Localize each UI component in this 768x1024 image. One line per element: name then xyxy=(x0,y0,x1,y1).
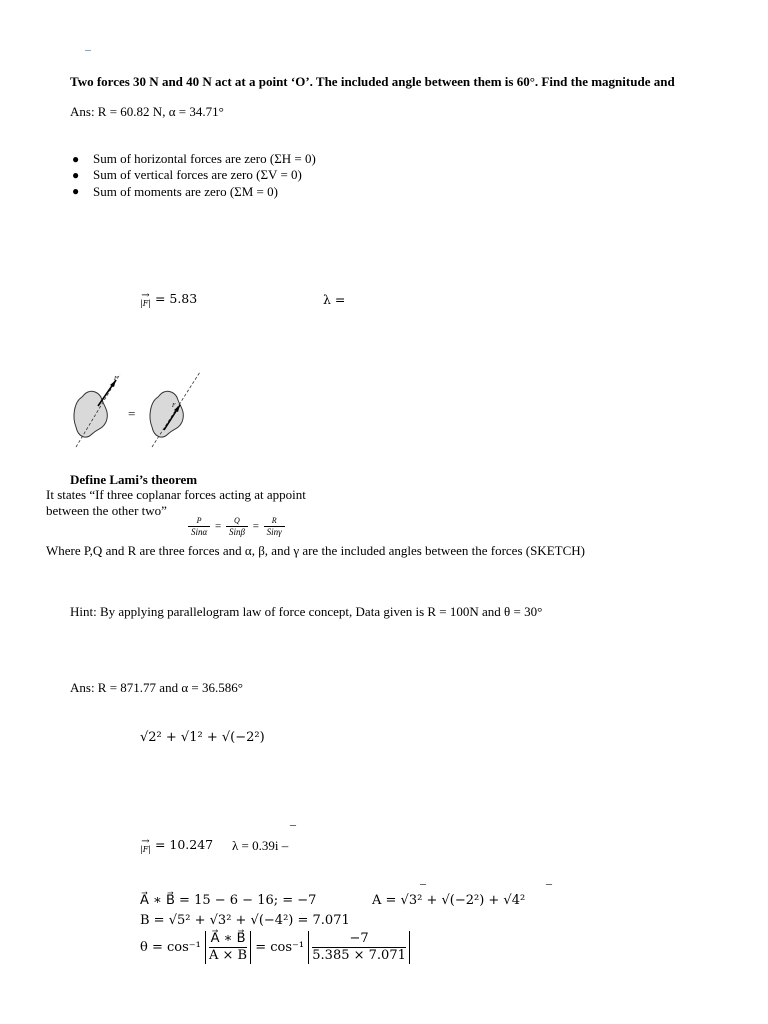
question-1: Two forces 30 N and 40 N act at a point ‘O’. The included angle between them is 60°. Find the magnitude and xyxy=(70,74,675,89)
lami-statement-line1: It states “If three coplanar forces acting at appoint xyxy=(46,487,306,502)
bullet-icon: ● xyxy=(72,184,80,198)
overbar-mark: – xyxy=(290,817,296,831)
lami-fraction-q: $\frac{Q}{\text{Sinβ}}$ xyxy=(226,516,248,538)
lami-equation: $\frac{P}{\text{Sinα}}$ = $\frac{Q}{\text{Sinβ}}$ = $\frac{R}{\text{Sinγ}}$ xyxy=(186,516,287,538)
top-dash: – xyxy=(85,42,91,56)
force-magnitude-value: = 5.83 xyxy=(154,291,198,306)
lami-statement-line2: between the other two” xyxy=(46,503,167,518)
unit-vector-lambda-2: λ = 0.39i – xyxy=(232,838,289,853)
rigid-body-left xyxy=(74,391,107,437)
hint-text: Hint: By applying parallelogram law of force concept, Data given is R = 100N and θ = 30° xyxy=(70,604,543,619)
force-magnitude-symbol: → |F| xyxy=(140,835,151,854)
force-magnitude-symbol: → |F| xyxy=(140,289,151,308)
lami-heading: Define Lami’s theorem xyxy=(70,472,198,487)
rigid-body-right xyxy=(150,391,183,437)
bullet-icon: ● xyxy=(72,152,80,166)
list-item: Sum of vertical forces are zero (ΣV = 0) xyxy=(93,167,302,182)
overbar-mark: – xyxy=(546,876,552,890)
bracket-fraction-1: $\frac{A⃗ ∗ B⃗}{A \times B}$ xyxy=(205,931,251,964)
equals-sign: = xyxy=(128,406,136,421)
dot-product-line: A⃗ ∗ B⃗ = 15 − 6 − 16; = −7 xyxy=(140,893,317,908)
bullet-icon: ● xyxy=(72,168,80,182)
list-item: Sum of horizontal forces are zero (ΣH = 0) xyxy=(93,151,316,166)
transmissibility-figure xyxy=(68,372,208,452)
answer-1: Ans: R = 60.82 N, α = 34.71° xyxy=(70,104,224,119)
force-magnitude-2 xyxy=(140,837,213,854)
list-item: Sum of moments are zero (ΣM = 0) xyxy=(93,184,278,199)
overbar-mark: – xyxy=(420,876,426,890)
magnitude-b-line: B = √5² + √3² + √(−4²) = 7.071 xyxy=(140,913,350,928)
force-magnitude-value: = 10.247 xyxy=(154,837,214,852)
magnitude-a-line: A = √3² + √(−2²) + √4² xyxy=(372,893,526,908)
bracket-fraction-2: $\frac{-7}{5.385 \times 7.071}$ xyxy=(308,931,410,964)
force-label-left: F xyxy=(114,376,118,382)
lami-where: Where P,Q and R are three forces and α, β, and γ are the included angles between the forces (SKETCH) xyxy=(46,543,585,558)
angle-theta-equation: θ = cos⁻¹ $\frac{A⃗ ∗ B⃗}{A \times B}$ = cos⁻¹ $\frac{-7}{5.385 \times 7.071}$ xyxy=(140,931,410,964)
unit-vector-lambda-1: λ = xyxy=(323,292,346,307)
force-label-right: F xyxy=(172,403,176,409)
lami-fraction-r: $\frac{R}{\text{Sinγ}}$ xyxy=(264,516,285,538)
answer-2: Ans: R = 871.77 and α = 36.586° xyxy=(70,680,243,695)
lami-fraction-p: $\frac{P}{\text{Sinα}}$ xyxy=(188,516,210,538)
magnitude-sqrt-expression: √2² + √1² + √(−2²) xyxy=(140,730,265,745)
force-magnitude-1 xyxy=(140,291,197,308)
